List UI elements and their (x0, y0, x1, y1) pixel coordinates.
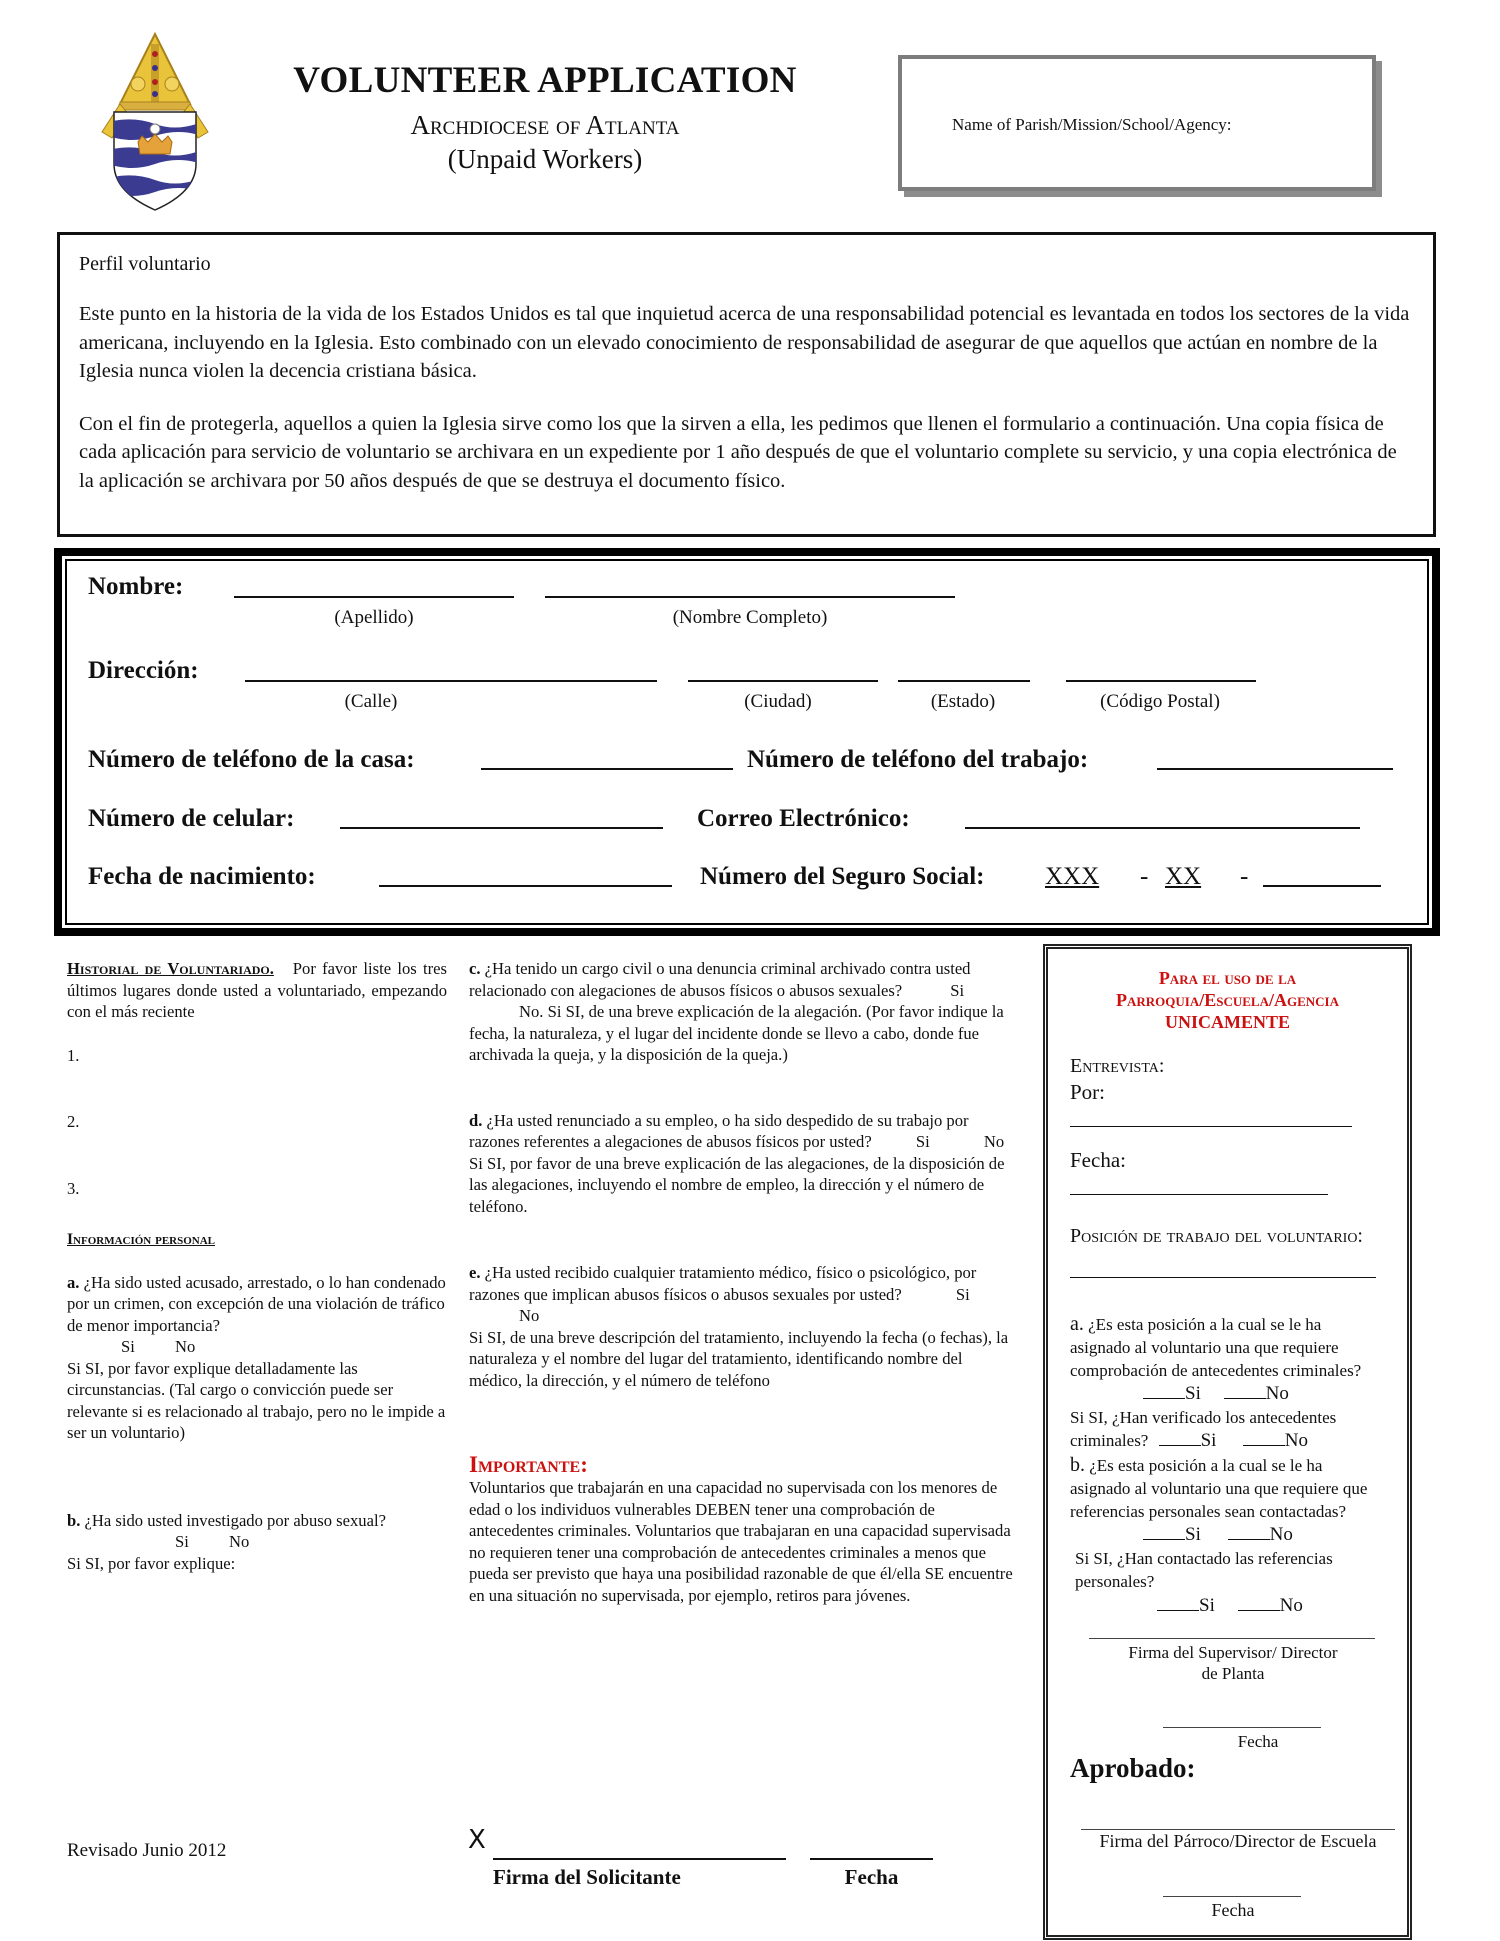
applicant-date-caption: Fecha (844, 1865, 899, 1889)
interview-by-row (1070, 1078, 1385, 1134)
office-qa-follow-no-field[interactable] (1243, 1445, 1285, 1446)
city-caption: (Ciudad) (744, 691, 812, 712)
office-qa-text: ¿Es esta posición a la cual se le ha asignado al voluntario una que requiere comprobación de antecedentes criminales? (1070, 1315, 1362, 1380)
office-qa-no-field[interactable] (1224, 1398, 1266, 1399)
questions-column (469, 958, 1014, 1606)
full-name-field[interactable] (545, 596, 955, 598)
email-field[interactable] (965, 827, 1360, 829)
home-phone-field[interactable] (481, 768, 733, 770)
office-qb-options (1070, 1523, 1385, 1547)
profile-paragraph-1: Este punto en la historia de la vida de los Estados Unidos es tal que inquietud acerca de una responsabilidad potencial es levantada en todos los sectores de la vida americana, incluyendo en la Iglesia. Esto combinado con un elevado conocimiento de responsabilidad de asegurar de que aquellos que actúan en nombre de la Iglesia nunca violen la decencia cristiana básica. (79, 303, 1410, 382)
history-item-2[interactable]: 2. (67, 1112, 80, 1131)
zip-field[interactable] (1066, 680, 1256, 682)
history-item-3[interactable]: 3. (67, 1178, 80, 1198)
personal-info-form (54, 548, 1440, 936)
parish-name-label: Name of Parish/Mission/School/Agency: (952, 115, 1232, 134)
office-qb-letter: b. (1070, 1454, 1085, 1476)
state-caption: (Estado) (930, 691, 996, 712)
volunteer-profile-section (57, 232, 1436, 537)
dob-label: Fecha de nacimiento: (88, 863, 316, 890)
city-field[interactable] (688, 680, 878, 682)
ssn-label: Número del Seguro Social: (700, 863, 985, 890)
office-use-heading (1070, 967, 1385, 1033)
cell-field[interactable] (340, 827, 663, 829)
question-e-no[interactable]: No (519, 1306, 540, 1325)
pastor-signature-caption: Firma del Párroco/Director de Escuela (1099, 1831, 1377, 1851)
pastor-date-field[interactable] (1163, 1896, 1301, 1897)
question-b-yes[interactable]: Si (175, 1532, 189, 1551)
question-c-yes[interactable]: Si (950, 980, 965, 1000)
personal-info-heading: Información personal (67, 1231, 216, 1248)
interview-date-field[interactable] (1070, 1194, 1328, 1195)
office-question-b (1070, 1454, 1385, 1523)
question-e-text: ¿Ha usted recibido cualquier tratamiento médico, físico o psicológico, por razones que implican abusos físicos o abusos sexuales por usted? (469, 1263, 977, 1304)
office-qb-yes: Si (1185, 1524, 1201, 1545)
state-field[interactable] (898, 680, 1030, 682)
question-e-letter: e. (469, 1263, 481, 1282)
volunteer-history-instructions: Por favor liste los tres últimos lugares donde usted a voluntariado, empezando con el más reciente (67, 959, 447, 1021)
question-d (469, 1110, 1014, 1153)
question-d-text: ¿Ha usted renunciado a su empleo, o ha sido despedido de su trabajo por razones referentes a alegaciones de abusos físicos por usted? (469, 1110, 969, 1151)
question-b-letter: b. (67, 1510, 81, 1530)
position-field[interactable] (1070, 1277, 1376, 1278)
question-c-no[interactable]: No. (519, 1002, 544, 1021)
office-qb-follow: Si SI, ¿Han contactado las referencias personales? (1075, 1549, 1333, 1591)
work-phone-field[interactable] (1157, 768, 1393, 770)
last-name-caption: (Apellido) (334, 607, 414, 628)
important-heading: Importante: (469, 1452, 588, 1477)
office-qa-options (1070, 1382, 1385, 1406)
last-name-field[interactable] (234, 596, 514, 598)
full-name-caption: (Nombre Completo) (672, 607, 828, 628)
office-qb-no: No (1269, 1524, 1293, 1545)
revision-note: Revisado Junio 2012 (67, 1840, 227, 1861)
cell-label: Número de celular: (88, 805, 295, 832)
office-qb-follow-yes: Si (1199, 1595, 1215, 1616)
office-heading-line-1: Para el uso de la (1158, 968, 1297, 988)
volunteer-history-column (67, 958, 447, 1574)
street-caption: (Calle) (344, 691, 398, 712)
parish-name-field[interactable] (898, 55, 1376, 191)
question-e-explain: Si SI, de una breve descripción del tratamiento, incluyendo la fecha (o fechas), la naturaleza y el nombre del lugar del tratamiento, identificando nombre del médico, la dirección, y el número de teléfono (469, 1327, 1009, 1390)
question-c-letter: c. (469, 959, 481, 978)
home-phone-label: Número de teléfono de la casa: (88, 746, 415, 773)
office-qb-follow-no: No (1279, 1595, 1303, 1616)
signature-x-mark: X (468, 1825, 486, 1855)
office-qb-follow-options (1070, 1593, 1385, 1619)
form-subtitle-unpaid: (Unpaid Workers) (447, 144, 643, 174)
office-qa-follow-yes-field[interactable] (1159, 1445, 1201, 1446)
position-label: Posición de trabajo del voluntario: (1070, 1225, 1363, 1247)
question-a-text: ¿Ha sido usted acusado, arrestado, o lo han condenado por un crimen, con excepción de una violación de tráfico de menor importancia? (67, 1272, 446, 1335)
office-qb-text: ¿Es esta posición a la cual se le ha asignado al voluntario una que requiere que referencias personales sean contactadas? (1070, 1456, 1368, 1521)
office-qb-follow-no-field[interactable] (1238, 1610, 1280, 1611)
ssn-part-1: XXX (1045, 863, 1100, 890)
profile-title: Perfil voluntario (79, 253, 211, 275)
office-heading-line-3: UNICAMENTE (1164, 1012, 1290, 1032)
question-c-text: ¿Ha tenido un cargo civil o una denuncia criminal archivado contra usted relacionado con alegaciones de abusos físicos o abusos sexuales? (469, 959, 971, 1000)
question-c (469, 958, 1014, 1066)
ssn-last-four-field[interactable] (1263, 885, 1381, 887)
supervisor-date-field[interactable] (1163, 1727, 1321, 1728)
interview-date-row (1070, 1146, 1385, 1202)
question-d-yes[interactable]: Si (915, 1132, 930, 1151)
office-qa-follow (1070, 1406, 1385, 1452)
approved-heading: Aprobado: (1070, 1753, 1196, 1783)
street-field[interactable] (245, 680, 657, 682)
important-text: Voluntarios que trabajarán en una capacidad no supervisada con los menores de edad o los individuos vulnerables DEBEN tener una comprobación de antecedentes criminales. Voluntarios que trabajaran en una capacidad supervisada no requieren tener una comprobación de antecedentes criminales a menos que pueda ser previsto que haya una posibilidad razonable de que él/ella SE encuentre en una situación no supervisada, por ejemplo, retiros para jóvenes. (469, 1478, 1013, 1605)
question-a-options (67, 1336, 447, 1358)
interview-label: Entrevista: (1070, 1055, 1165, 1077)
interview-date-label: Fecha: (1070, 1148, 1126, 1172)
question-e-yes[interactable]: Si (955, 1284, 970, 1304)
office-qa-yes: Si (1185, 1383, 1201, 1404)
archdiocese-logo (98, 32, 212, 212)
supervisor-date-caption: Fecha (1237, 1732, 1279, 1751)
supervisor-signature-field[interactable] (1089, 1638, 1375, 1639)
question-d-no[interactable]: No (983, 1132, 1005, 1151)
question-b-explain: Si SI, por favor explique: (67, 1553, 236, 1573)
profile-paragraph-2: Con el fin de protegerla, aquellos a quien la Iglesia sirve como los que la sirven a ella, les pedimos que llenen el formulario a continuación. Una copia física de cada aplicación para servicio de voluntario se archivara en un expediente por 1 año después de que el voluntario complete su servicio, y una copia electrónica de la aplicación se archivara por 50 años después de que se destruya el documento físico. (79, 412, 1397, 492)
office-qb-follow-yes-field[interactable] (1157, 1610, 1199, 1611)
question-a-yes[interactable]: Si (121, 1337, 135, 1356)
office-qb-no-field[interactable] (1228, 1539, 1270, 1540)
office-qa-follow-text: Si SI, ¿Han verificado los antecedentes criminales? (1070, 1408, 1337, 1450)
form-title: VOLUNTEER APPLICATION (293, 60, 797, 101)
question-a (67, 1272, 447, 1337)
office-qa-no: No (1265, 1383, 1289, 1404)
zip-caption: (Código Postal) (1100, 691, 1220, 712)
supervisor-signature-caption: Firma del Supervisor/ Director de Planta (1128, 1643, 1338, 1683)
office-qa-yes-field[interactable] (1143, 1398, 1185, 1399)
question-a-no[interactable]: No (175, 1337, 196, 1356)
volunteer-history-heading: Historial de Voluntariado. (67, 959, 274, 978)
question-d-explain: Si SI, por favor de una breve explicación de las alegaciones, de la disposición de las alegaciones, incluyendo el nombre de empleo, la dirección y el número de teléfono. (469, 1153, 1005, 1216)
office-qb-yes-field[interactable] (1143, 1539, 1185, 1540)
office-qa-letter: a. (1070, 1313, 1084, 1335)
address-label: Dirección: (88, 657, 199, 684)
question-e (469, 1262, 1014, 1327)
work-phone-label: Número de teléfono del trabajo: (747, 746, 1089, 773)
question-d-letter: d. (469, 1110, 483, 1130)
form-subtitle: Archdiocese of Atlanta (410, 110, 680, 140)
pastor-signature-field[interactable] (1081, 1829, 1395, 1830)
question-b-no[interactable]: No (229, 1532, 250, 1551)
office-qa-follow-no: No (1284, 1430, 1308, 1451)
ssn-separator-2: - (1240, 863, 1249, 890)
question-a-letter: a. (67, 1272, 80, 1292)
coat-of-arms-icon (98, 32, 212, 212)
name-label: Nombre: (88, 573, 184, 600)
applicant-date-field[interactable] (810, 1858, 933, 1860)
office-use-section (1043, 944, 1412, 1940)
dob-field[interactable] (379, 885, 672, 887)
ssn-part-2: XX (1165, 863, 1202, 890)
question-b-options (67, 1531, 447, 1553)
office-question-a (1070, 1313, 1385, 1382)
ssn-separator-1: - (1140, 863, 1149, 890)
applicant-signature-caption: Firma del Solicitante (493, 1865, 681, 1889)
question-b-text: ¿Ha sido usted investigado por abuso sexual? (84, 1510, 386, 1530)
office-heading-line-2: Parroquia/Escuela/Agencia (1116, 990, 1339, 1010)
applicant-signature-field[interactable] (493, 1858, 786, 1860)
interview-by-field[interactable] (1070, 1126, 1352, 1127)
email-label: Correo Electrónico: (697, 805, 910, 832)
pastor-date-caption: Fecha (1211, 1900, 1255, 1920)
history-item-1[interactable]: 1. (67, 1045, 80, 1065)
office-qa-follow-yes: Si (1200, 1430, 1217, 1451)
question-b (67, 1510, 447, 1532)
question-c-explain: Si SI, de una breve explicación de la alegación. (Por favor indique la fecha, la naturaleza, y el lugar del incidente donde se llevo a cabo, donde fue archivada la queja, y la disposición de la queja.) (469, 1002, 1004, 1064)
interview-by-label: Por: (1070, 1080, 1106, 1104)
question-a-explain: Si SI, por favor explique detalladamente las circunstancias. (Tal cargo o convicción puede ser relevante si es relacionado al trabajo, pero no le impide a ser un voluntario) (67, 1358, 446, 1442)
